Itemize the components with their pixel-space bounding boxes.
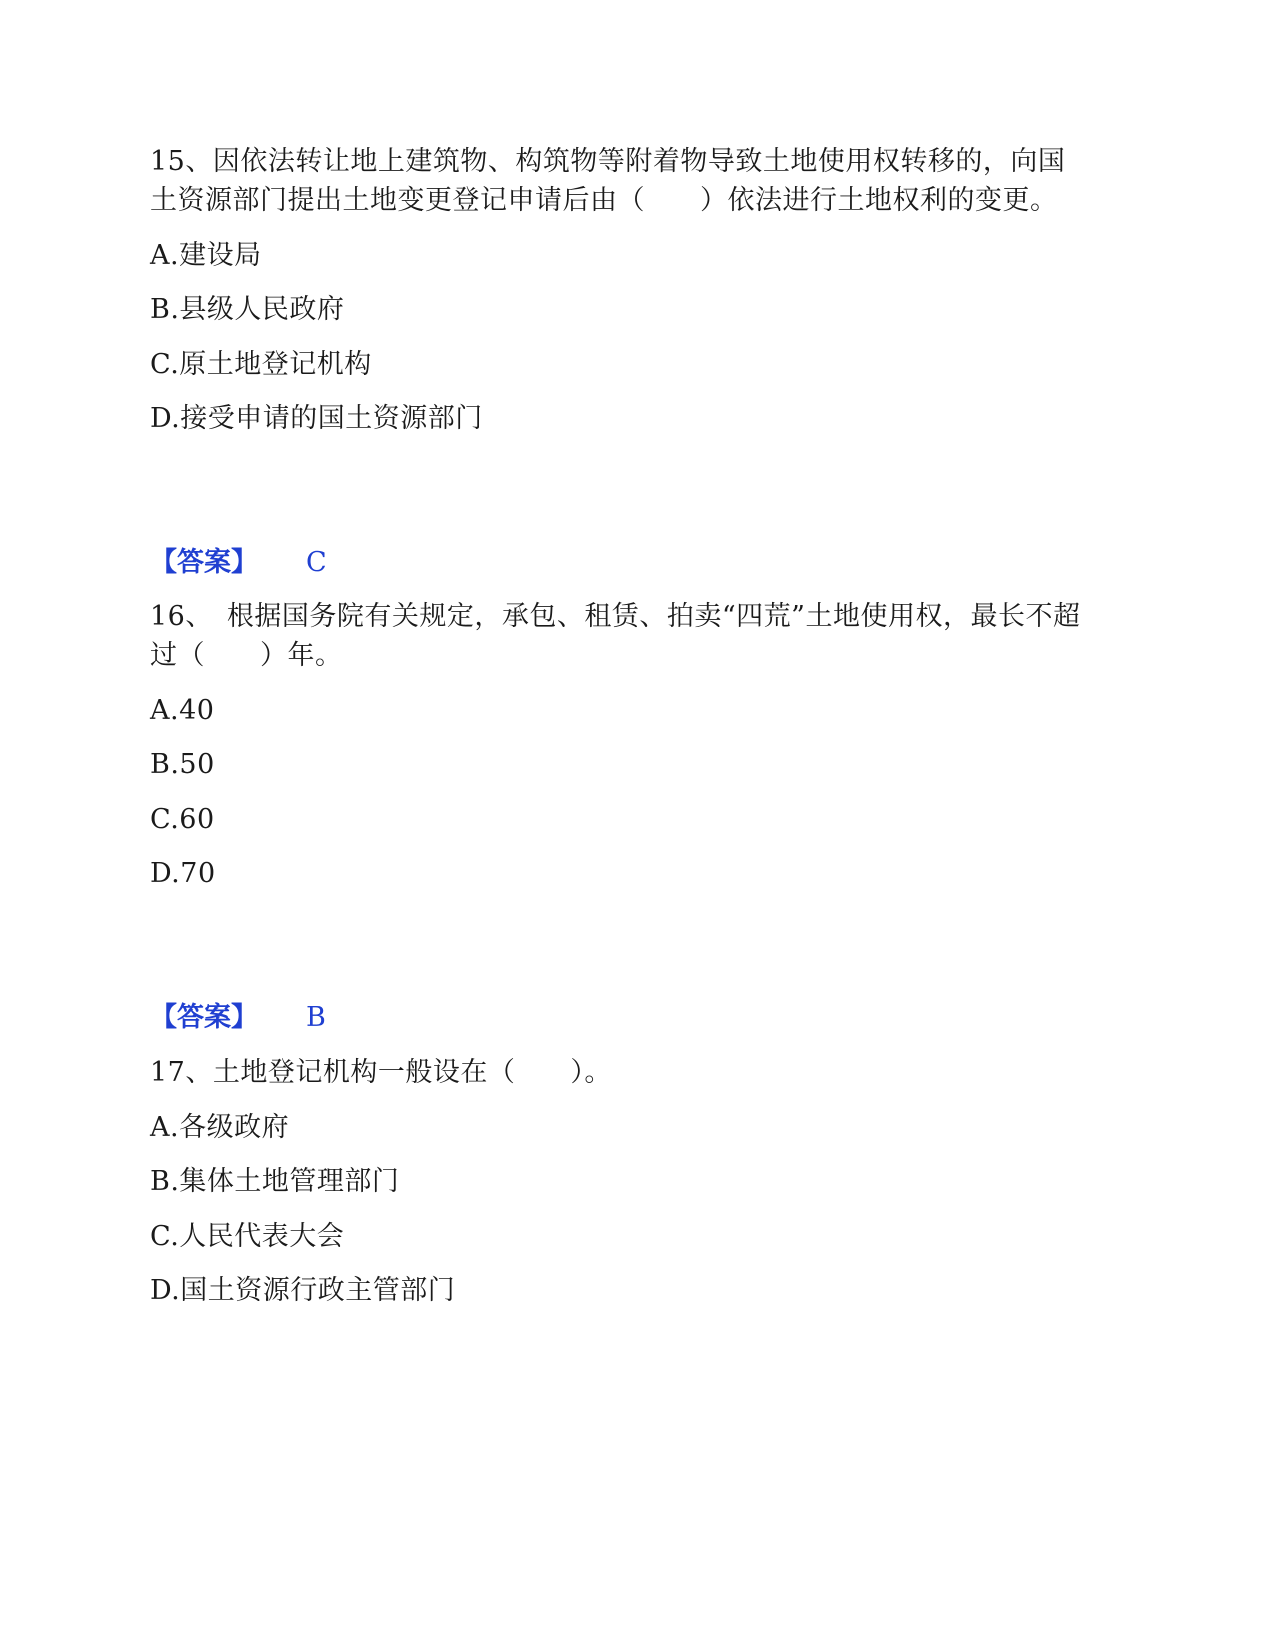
question-16-option-a: A.40 <box>150 695 215 726</box>
question-16-stem-line-1: 16、 根据国务院有关规定，承包、租赁、拍卖“四荒”土地使用权，最长不超 <box>150 601 1081 632</box>
question-17-stem: 17、土地登记机构一般设在（ ）。 <box>150 1057 612 1088</box>
question-15-stem-line-2: 土资源部门提出土地变更登记申请后由（ ）依法进行土地权利的变更。 <box>150 185 1058 216</box>
question-16-option-c: C.60 <box>150 804 215 835</box>
question-16-option-b: B.50 <box>150 749 215 780</box>
answer-label: 【答案】 <box>150 1002 258 1033</box>
question-15-answer <box>150 543 327 583</box>
question-17-option-d: D.国土资源行政主管部门 <box>150 1275 456 1306</box>
answer-label: 【答案】 <box>150 547 258 578</box>
question-15-option-d: D.接受申请的国土资源部门 <box>150 403 483 434</box>
question-17-option-a: A.各级政府 <box>150 1112 290 1143</box>
question-16-stem-line-2: 过（ ）年。 <box>150 640 343 671</box>
question-15-option-b: B.县级人民政府 <box>150 294 345 325</box>
answer-value: C <box>306 547 327 578</box>
question-15-stem-line-1: 15、因依法转让地上建筑物、构筑物等附着物导致土地使用权转移的，向国 <box>150 146 1066 177</box>
question-15-option-c: C.原土地登记机构 <box>150 349 372 380</box>
question-17-option-b: B.集体土地管理部门 <box>150 1166 400 1197</box>
question-16-answer <box>150 998 326 1038</box>
answer-value: B <box>306 1002 326 1033</box>
question-17-option-c: C.人民代表大会 <box>150 1221 345 1252</box>
question-15-option-a: A.建设局 <box>150 240 262 271</box>
question-16-option-d: D.70 <box>150 858 216 889</box>
